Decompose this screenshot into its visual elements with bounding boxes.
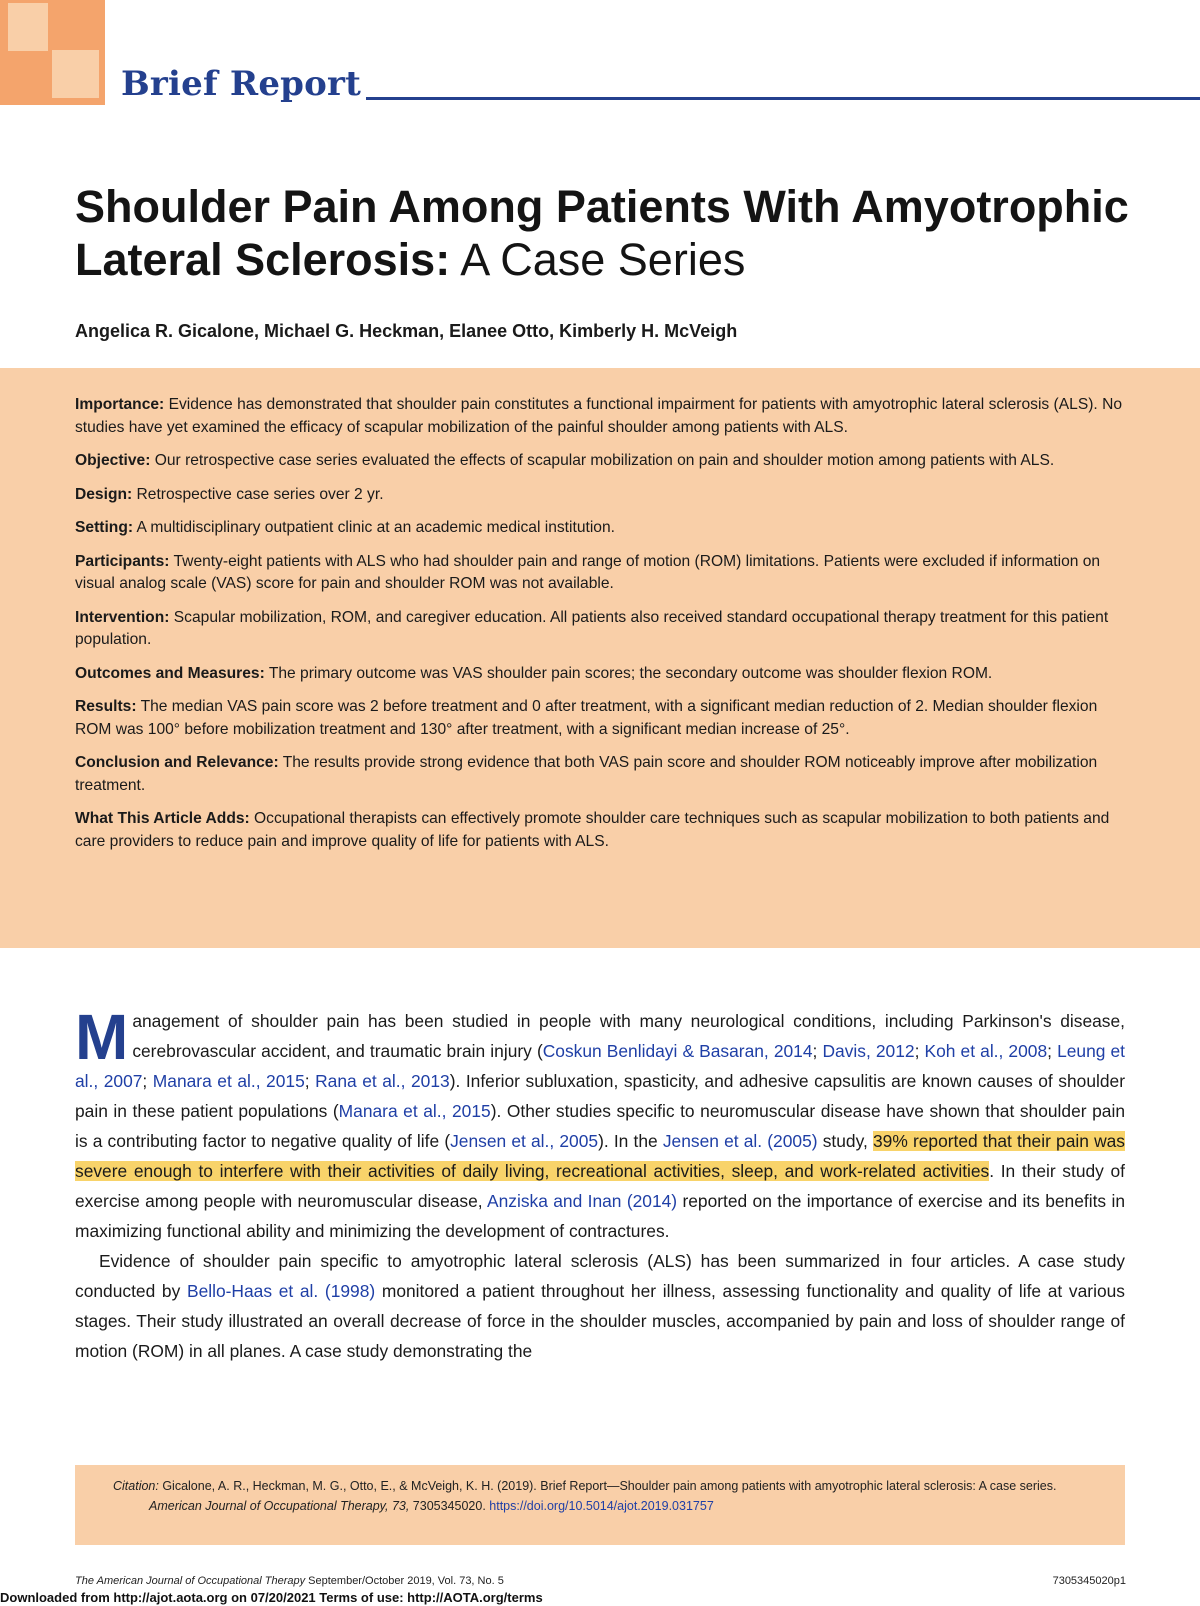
body-text: ). Inferior subluxation, spasticity, and adhesive capsulitis are known causes of shoulder pain in these patient populations (: [75, 1071, 1126, 1121]
abstract-box: [0, 368, 1200, 948]
drop-cap: M: [75, 1001, 129, 1073]
abstract-participants: [75, 551, 1125, 596]
body-text: ). Other studies specific to neuromuscular disease have shown that shoulder pain is a contributing factor to negative quality of life (: [75, 1101, 1125, 1151]
page-id: 7305345020p1: [1052, 1575, 1126, 1587]
reference-link[interactable]: Leung et al., 2007: [75, 1041, 1126, 1091]
body-text: ;: [914, 1041, 925, 1061]
abstract-label: Importance:: [75, 396, 165, 413]
reference-link[interactable]: Manara et al., 2015: [152, 1071, 305, 1091]
footer-issue: September/October 2019, Vol. 73, No. 5: [305, 1575, 504, 1587]
citation-label: Citation:: [113, 1479, 159, 1493]
abstract-text: Evidence has demonstrated that shoulder pain constitutes a functional impairment for patients with amyotrophic lateral sclerosis (ALS). No studies have yet examined the efficacy of scapular mobilization of the painful shoulder among patients with ALS.: [75, 396, 1123, 436]
abstract-text: Twenty-eight patients with ALS who had shoulder pain and range of motion (ROM) limitations. Patients were excluded if information on visual analog scale (VAS) score for pain and shoulder ROM was not available.: [75, 552, 1101, 592]
body-text: ;: [1047, 1041, 1058, 1061]
citation-body: Gicalone, A. R., Heckman, M. G., Otto, E., & McVeigh, K. H. (2019). Brief Report—Shoulder pain among patients with amyotrophic lateral sclerosis: A case series.: [158, 1479, 1057, 1493]
abstract-conclusion: [75, 752, 1125, 797]
body-text: study,: [817, 1131, 873, 1151]
abstract-label: Intervention:: [75, 608, 170, 626]
abstract-text: The primary outcome was VAS shoulder pain scores; the secondary outcome was shoulder flexion ROM.: [264, 664, 993, 682]
reference-link[interactable]: Koh et al., 2008: [924, 1041, 1048, 1061]
citation-id: 7305345020.: [409, 1499, 490, 1513]
abstract-setting: [75, 517, 1125, 540]
title-main: Shoulder Pain Among Patients With Amyotrophic Lateral Sclerosis:: [75, 181, 1129, 285]
footer-journal: The American Journal of Occupational Therapy: [75, 1575, 306, 1587]
abstract-label: Design:: [75, 485, 133, 503]
abstract-outcomes: [75, 663, 1125, 686]
title-subtitle: A Case Series: [450, 234, 746, 285]
page-footer: [75, 1575, 504, 1587]
logo-square-bottom: [52, 50, 99, 98]
reference-link[interactable]: Rana et al., 2013: [315, 1071, 450, 1091]
body-text: monitored a patient throughout her illness, assessing functionality and quality of life at various stages. Their study illustrated an overall decrease of force in the shoulder muscles, accompanied by pain and loss of shoulder range of motion (ROM) in all planes. A case study demonstrating the: [75, 1281, 1125, 1361]
abstract-objective: [75, 450, 1125, 473]
abstract-importance: [75, 394, 1125, 439]
header-rule: [366, 97, 1200, 100]
abstract-text: Occupational therapists can effectively promote shoulder care techniques such as scapular mobilization to both patients and care providers to reduce pain and improve quality of life for patients with ALS.: [75, 810, 1110, 850]
abstract-what-this-adds: [75, 808, 1125, 853]
section-label: Brief Report: [121, 64, 362, 104]
doi-link[interactable]: https://doi.org/10.5014/ajot.2019.031757: [489, 1499, 714, 1513]
abstract-intervention: [75, 607, 1125, 652]
author-list: Angelica R. Gicalone, Michael G. Heckman, Elanee Otto, Kimberly H. McVeigh: [75, 321, 738, 341]
abstract-label: Objective:: [75, 452, 151, 469]
citation-journal: American Journal of Occupational Therapy, 73,: [149, 1499, 410, 1513]
abstract-design: [75, 484, 1125, 507]
reference-link[interactable]: Jensen et al. (2005): [662, 1131, 818, 1151]
logo-square-top: [8, 3, 48, 51]
article-title: [75, 180, 1175, 286]
abstract-text: The median VAS pain score was 2 before treatment and 0 after treatment, with a significant median reduction of 2. Median shoulder flexion ROM was 100° before mobilization treatment and 130° after treatment, with a significant median increase of 25°.: [75, 698, 1098, 738]
abstract-text: A multidisciplinary outpatient clinic at an academic medical institution.: [133, 519, 615, 536]
reference-link[interactable]: Manara et al., 2015: [338, 1101, 491, 1121]
reference-link[interactable]: Coskun Benlidayi & Basaran, 2014: [542, 1041, 813, 1061]
journal-logo: [0, 0, 105, 105]
body-text: Evidence of shoulder pain specific to amyotrophic lateral sclerosis (ALS) has been summarized in four articles. A case study conducted by: [75, 1251, 1125, 1301]
reference-link[interactable]: Bello-Haas et al. (1998): [186, 1281, 376, 1301]
highlighted-text: 39% reported that their pain was severe enough to interfere with their activities of daily living, recreational activities, sleep, and work-related activities: [75, 1131, 1125, 1181]
abstract-label: Participants:: [75, 552, 170, 570]
abstract-results: [75, 696, 1125, 741]
abstract-text: Retrospective case series over 2 yr.: [132, 485, 384, 503]
abstract-text: Scapular mobilization, ROM, and caregiver education. All patients also received standard occupational therapy treatment for this patient population.: [75, 608, 1109, 648]
article-body: [75, 1001, 1126, 1366]
body-text: ). In the: [598, 1131, 663, 1151]
body-text: . In their study of exercise among people with neuromuscular disease,: [75, 1161, 1126, 1211]
abstract-text: Our retrospective case series evaluated the effects of scapular mobilization on pain and shoulder motion among patients with ALS.: [150, 452, 1055, 469]
citation-box: [75, 1465, 1125, 1545]
abstract-text: The results provide strong evidence that both VAS pain score and shoulder ROM noticeably improve after mobilization treatment.: [75, 754, 1098, 794]
body-paragraph-2: [75, 1246, 1125, 1366]
body-text: anagement of shoulder pain has been studied in people with many neurological conditions, including Parkinson's disease, cerebrovascular accident, and traumatic brain injury (: [132, 1011, 1125, 1061]
body-text: ;: [812, 1041, 823, 1061]
download-notice: Downloaded from http://ajot.aota.org on 07/20/2021 Terms of use: http://AOTA.org/terms: [0, 1590, 543, 1605]
citation-text: [113, 1476, 1093, 1516]
abstract-label: Setting:: [75, 519, 134, 536]
body-text: ;: [142, 1071, 153, 1091]
body-paragraph-1: [75, 1001, 1126, 1246]
body-text: reported on the importance of exercise and its benefits in maximizing functional ability and minimizing the development of contractures.: [75, 1191, 1125, 1241]
reference-link[interactable]: Davis, 2012: [822, 1041, 915, 1061]
abstract-label: Results:: [75, 698, 137, 715]
reference-link[interactable]: Jensen et al., 2005: [450, 1131, 599, 1151]
reference-link[interactable]: Anziska and Inan (2014): [487, 1191, 678, 1211]
abstract-label: Conclusion and Relevance:: [75, 754, 279, 771]
abstract-label: What This Article Adds:: [75, 810, 250, 827]
abstract-label: Outcomes and Measures:: [75, 664, 265, 682]
body-text: ;: [304, 1071, 316, 1091]
